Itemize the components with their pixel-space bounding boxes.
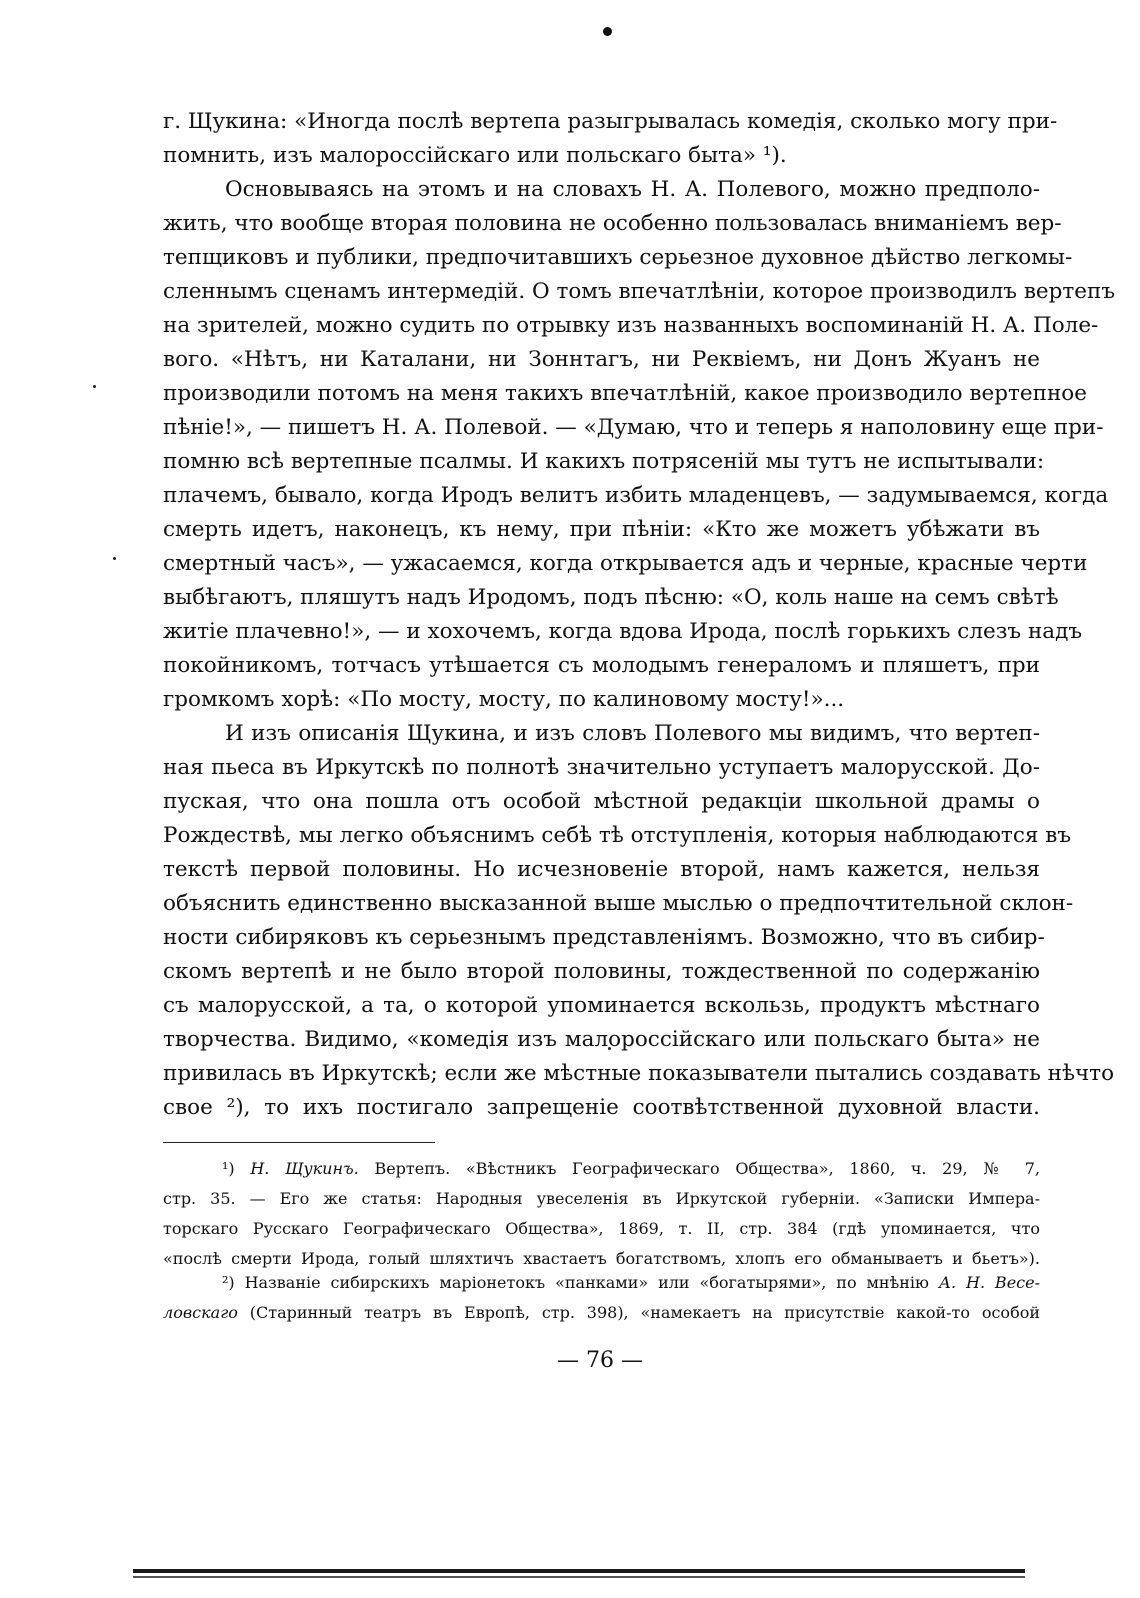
text-line: Рождествѣ, мы легко объяснимъ себѣ тѣ отступленія, которыя наблюдаются въ [163,823,1072,848]
footnote-line: «послѣ смерти Ирода, голый шляхтичъ хвастаетъ богатствомъ, хлопъ его обманываетъ и бьетъ»). [163,1249,1040,1268]
footnote-line: торскаго Русскаго Географическаго Общества», 1869, т. II, стр. 384 (гдѣ упоминается, что [163,1219,1040,1238]
text-line: объяснить единственно высказанной выше мыслью о предпочтительной склон- [163,891,1074,916]
text-line: на зрителей, можно судить по отрывку изъ названныхъ воспоминаній Н. А. Поле- [163,313,1099,338]
text-line: сленнымъ сценамъ интермедій. О томъ впечатлѣніи, которое производилъ вертепъ [163,279,1116,304]
text-line: смерть идетъ, наконецъ, къ нему, при пѣніи: «Кто же можетъ убѣжати въ [163,517,1040,542]
text-line: плачемъ, бывало, когда Иродъ велитъ избить младенцевъ, — задумываемся, когда [163,483,1109,508]
text-line: выбѣгаютъ, пляшутъ надъ Иродомъ, подъ пѣсню: «О, коль наше на семъ свѣтѣ [163,585,1059,610]
footnote-author: Н. Щукинъ. [250,1159,359,1178]
text-line: г. Щукина: «Иногда послѣ вертепа разыгрывалась комедія, сколько могу при- [163,109,1058,134]
text-line: творчества. Видимо, «комедія изъ малороссійскаго или польскаго быта» не [163,1027,1040,1052]
margin-speck [113,557,116,560]
footnote-2 [163,1268,1040,1328]
bottom-border [133,1569,1025,1573]
footnote-text: ²) Названіе сибирскихъ маріонетокъ «панками» или «богатырями», по мнѣнію [222,1273,929,1292]
text-line: громкомъ хорѣ: «По мосту, мосту, по калиновому мосту!»... [163,687,845,712]
text-line: Основываясь на этомъ и на словахъ Н. А. Полевого, можно предполо- [225,177,1040,202]
footnote-1 [163,1154,1040,1274]
footnote-author: ловскаго [163,1303,238,1322]
text-line: И изъ описанія Щукина, и изъ словъ Полевого мы видимъ, что вертеп- [225,721,1040,746]
footnote-marker: ¹) [222,1159,235,1178]
text-line: покойникомъ, тотчасъ утѣшается съ молодымъ генераломъ и пляшетъ, при [163,653,1040,678]
footnote-line [163,1268,1040,1298]
margin-speck [93,385,96,388]
text-line: пуская, что она пошла отъ особой мѣстной редакціи школьной драмы о [163,789,1040,814]
text-line: съ малорусской, а та, о которой упоминается вскользь, продуктъ мѣстнаго [163,993,1040,1018]
footnote-line: стр. 35. — Его же статья: Народныя увеселенія въ Иркутской губерніи. «Записки Импера- [163,1189,1040,1208]
text-line: помнить, изъ малороссійскаго или польскаго быта» ¹). [163,143,787,168]
text-line: житіе плачевно!», — и хохочемъ, когда вдова Ирода, послѣ горькихъ слезъ надъ [163,619,1083,644]
footnote-line [163,1154,1040,1184]
footnote-line [163,1298,1040,1328]
text-line: жить, что вообще вторая половина не особенно пользовалась вниманіемъ вер- [163,211,1062,236]
main-text [163,105,1116,1125]
text-line: помню всѣ вертепные псалмы. И какихъ потрясеній мы тутъ не испытывали: [163,449,1045,474]
text-line: привилась въ Иркутскѣ; если же мѣстные показыватели пытались создавать нѣчто [163,1061,1115,1086]
text-line: смертный часъ», — ужасаемся, когда открывается адъ и черные, красные черти [163,551,1088,576]
footnote-author: А. Н. Весе- [938,1273,1040,1292]
bottom-border [133,1576,1025,1578]
text-line: тепщиковъ и публики, предпочитавшихъ серьезное духовное дѣйство легкомы- [163,245,1073,270]
text-line: ная пьеса въ Иркутскѣ по полнотѣ значительно уступаетъ малорусской. До- [163,755,1040,780]
footnote-text: Вертепъ. «Вѣстникъ Географическаго Общества», 1860, ч. 29, № 7, [374,1159,1040,1178]
text-line: скомъ вертепѣ и не было второй половины, тождественной по содержанію [163,959,1040,984]
text-line: свое ²), то ихъ постигало запрещеніе соотвѣтственной духовной власти. [163,1095,1040,1120]
text-line: пѣніе!», — пишетъ Н. А. Полевой. — «Думаю, что и теперь я наполовину еще при- [163,415,1104,440]
text-line: вого. «Нѣтъ, ни Каталани, ни Зоннтагъ, ни Реквіемъ, ни Донъ Жуанъ не [163,347,1040,372]
page-number: — 76 — [557,1348,643,1373]
text-line: ности сибиряковъ къ серьезнымъ представленіямъ. Возможно, что въ сибир- [163,925,1045,950]
text-line: производили потомъ на меня такихъ впечатлѣній, какое производило вертепное [163,381,1087,406]
text-line: текстѣ первой половины. Но исчезновеніе второй, намъ кажется, нельзя [163,857,1040,882]
footnote-text: (Старинный театръ въ Европѣ, стр. 398), «намекаетъ на присутствіе какой-то особой [249,1303,1040,1322]
footnote-separator [163,1142,435,1143]
top-dot-mark [603,27,612,36]
